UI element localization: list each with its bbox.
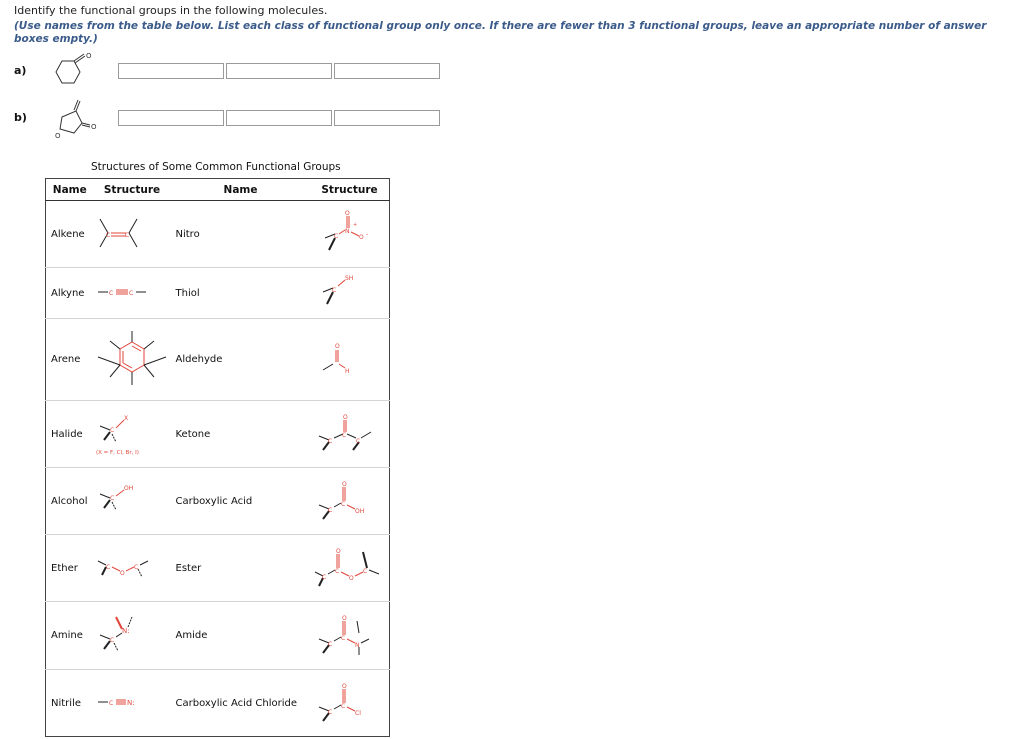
structure-acid-chloride bbox=[311, 670, 390, 737]
svg-text:C: C bbox=[124, 231, 129, 239]
svg-text:H: H bbox=[344, 368, 350, 375]
svg-text:C: C bbox=[340, 702, 345, 710]
structure-alcohol bbox=[94, 468, 171, 535]
svg-text:C: C bbox=[109, 426, 114, 434]
header-name: Name bbox=[46, 179, 94, 201]
part-a-label: a) bbox=[14, 64, 27, 77]
svg-text:C: C bbox=[341, 431, 346, 439]
table-row bbox=[46, 602, 390, 670]
svg-text:+: + bbox=[352, 221, 357, 228]
structure-aldehyde bbox=[311, 319, 390, 401]
structure-alkyne bbox=[94, 268, 171, 319]
group-name-ether: Ether bbox=[46, 535, 94, 602]
header-structure: Structure bbox=[94, 179, 171, 201]
svg-text:O: O bbox=[358, 233, 364, 241]
structure-thiol bbox=[311, 268, 390, 319]
svg-text:C: C bbox=[331, 286, 336, 294]
structure-halide bbox=[94, 401, 171, 468]
group-name-alkyne: Alkyne bbox=[46, 268, 94, 319]
svg-text:C: C bbox=[105, 563, 110, 571]
part-b-answer-3[interactable] bbox=[334, 110, 440, 126]
svg-text:OH: OH bbox=[123, 484, 133, 492]
question-instructions: (Use names from the table below. List each class of functional group only once. If there are fewer than 3 functional groups, leave an appropriate number of answer boxes empty.) bbox=[14, 20, 987, 45]
svg-text:C: C bbox=[333, 232, 338, 240]
svg-text:C: C bbox=[340, 635, 345, 642]
part-b bbox=[14, 105, 454, 145]
table-row bbox=[46, 670, 390, 737]
part-a-answer-3[interactable] bbox=[334, 63, 440, 79]
svg-text:O: O bbox=[341, 615, 347, 622]
molecule-a-oxygen-label: O bbox=[86, 52, 92, 60]
group-name-ester: Ester bbox=[171, 535, 311, 602]
structure-ether bbox=[94, 535, 171, 602]
group-name-halide: Halide bbox=[46, 401, 94, 468]
structure-alkene bbox=[94, 201, 171, 268]
svg-text:C: C bbox=[108, 289, 113, 297]
group-name-nitrile: Nitrile bbox=[46, 670, 94, 737]
table-row bbox=[46, 401, 390, 468]
svg-text:C: C bbox=[105, 231, 110, 239]
svg-text:C: C bbox=[355, 437, 360, 445]
svg-text:C: C bbox=[362, 567, 367, 575]
group-name-acid-chloride: Carboxylic Acid Chloride bbox=[171, 670, 311, 737]
svg-text:N:: N: bbox=[121, 627, 130, 635]
group-name-alcohol: Alcohol bbox=[46, 468, 94, 535]
svg-text:N: N bbox=[354, 642, 359, 649]
part-b-answer-1[interactable] bbox=[118, 110, 224, 126]
group-name-amine: Amine bbox=[46, 602, 94, 670]
table-row bbox=[46, 319, 390, 401]
reference-table-title: Structures of Some Common Functional Groups bbox=[91, 161, 341, 173]
group-name-alkene: Alkene bbox=[51, 228, 85, 240]
structure-amine bbox=[94, 602, 171, 670]
svg-text:O: O bbox=[342, 413, 348, 421]
svg-text:-: - bbox=[365, 230, 368, 238]
molecule-b-carbonyl-o-label: O bbox=[91, 123, 97, 131]
svg-text:O: O bbox=[334, 343, 340, 350]
structure-ketone bbox=[311, 401, 390, 468]
svg-text:O: O bbox=[119, 569, 125, 577]
svg-text:C: C bbox=[128, 289, 133, 297]
part-a-answer-2[interactable] bbox=[226, 63, 332, 79]
svg-text:O: O bbox=[341, 682, 347, 690]
svg-text:C: C bbox=[109, 494, 114, 502]
structure-nitro bbox=[311, 201, 390, 268]
question-header bbox=[14, 4, 1004, 46]
svg-text:C: C bbox=[321, 573, 326, 581]
svg-text:O: O bbox=[344, 209, 350, 217]
svg-text:C: C bbox=[327, 437, 332, 445]
structure-amide bbox=[311, 602, 390, 670]
part-a bbox=[14, 52, 454, 98]
group-name-nitro: Nitro bbox=[175, 228, 200, 240]
group-name-ketone: Ketone bbox=[171, 401, 311, 468]
svg-text:C: C bbox=[334, 567, 339, 575]
svg-text:C: C bbox=[327, 506, 332, 514]
svg-text:O: O bbox=[341, 480, 347, 488]
svg-text:O: O bbox=[348, 574, 354, 582]
part-a-answer-1[interactable] bbox=[118, 63, 224, 79]
functional-groups-table bbox=[45, 178, 390, 737]
halide-note: (X = F, Cl, Br, I) bbox=[95, 449, 139, 456]
header-structure-2: Structure bbox=[311, 179, 390, 201]
svg-text:O: O bbox=[335, 547, 341, 555]
svg-text:C: C bbox=[327, 641, 332, 648]
svg-text:Cl: Cl bbox=[354, 709, 361, 717]
table-row bbox=[46, 268, 390, 319]
header-name-2: Name bbox=[171, 179, 311, 201]
svg-text:C: C bbox=[109, 637, 114, 644]
svg-text:SH: SH bbox=[344, 274, 353, 282]
table-header-row bbox=[46, 179, 390, 201]
structure-carboxylic-acid bbox=[311, 468, 390, 535]
table-row bbox=[46, 468, 390, 535]
group-name-thiol: Thiol bbox=[171, 268, 311, 319]
group-name-arene: Arene bbox=[46, 319, 94, 401]
group-name-carboxylic-acid: Carboxylic Acid bbox=[171, 468, 311, 535]
svg-text:C: C bbox=[108, 699, 113, 707]
structure-ester bbox=[311, 535, 390, 602]
svg-text:N: N bbox=[344, 227, 349, 235]
svg-text:C: C bbox=[327, 708, 332, 716]
group-name-aldehyde: Aldehyde bbox=[171, 319, 311, 401]
part-b-answer-2[interactable] bbox=[226, 110, 332, 126]
part-b-label: b) bbox=[14, 111, 27, 124]
svg-text:OH: OH bbox=[354, 507, 364, 515]
structure-arene bbox=[94, 319, 171, 401]
svg-text:C: C bbox=[133, 563, 138, 571]
table-row bbox=[46, 201, 390, 268]
svg-text:X: X bbox=[123, 414, 128, 422]
svg-text:C: C bbox=[340, 500, 345, 508]
question-title: Identify the functional groups in the following molecules. bbox=[14, 4, 328, 17]
group-name-amide: Amide bbox=[171, 602, 311, 670]
structure-nitrile bbox=[94, 670, 171, 737]
table-row bbox=[46, 535, 390, 602]
molecule-b-ring-o-label: O bbox=[55, 132, 61, 140]
svg-text:N:: N: bbox=[126, 698, 135, 707]
molecule-b-methylene-lactone bbox=[50, 99, 114, 143]
molecule-a-cyclohexanone bbox=[50, 52, 110, 92]
